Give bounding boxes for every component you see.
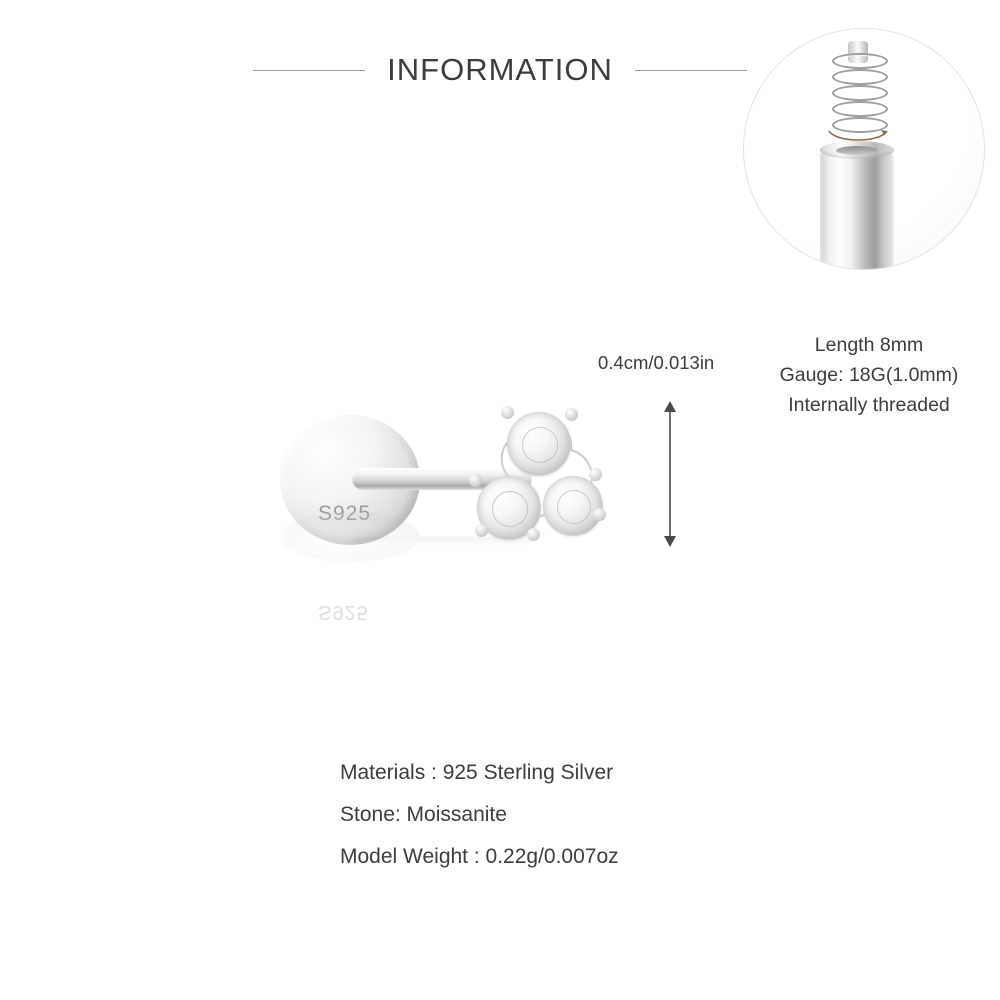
screw-thread-coil — [832, 85, 888, 101]
spec-length: Length 8mm — [814, 334, 924, 356]
prong — [593, 508, 606, 521]
prong — [469, 474, 482, 487]
prong — [475, 524, 488, 537]
prong — [527, 528, 540, 541]
gemstone-top — [507, 412, 571, 476]
screw-thread-coil — [832, 101, 888, 117]
silver-stamp-label: S925 — [318, 502, 372, 525]
prong — [589, 468, 602, 481]
gemstone-bottom-right — [543, 476, 603, 536]
header-rule-left — [253, 70, 365, 71]
screw-thread-coil — [832, 69, 888, 85]
prong — [565, 408, 578, 421]
gemstone-cluster-graphic — [465, 390, 665, 565]
materials-line: Materials : 925 Sterling Silver — [340, 761, 614, 784]
product-image — [270, 390, 690, 570]
post-threaded-hole-graphic — [836, 146, 878, 155]
header-rule-right — [635, 70, 747, 71]
measurement-label: 0.4cm/0.013in — [598, 352, 715, 373]
post-shaft-graphic — [820, 149, 894, 270]
spec-threading: Internally threaded — [788, 394, 950, 416]
model-weight-line: Model Weight : 0.22g/0.007oz — [340, 845, 619, 868]
screw-thread-coil — [832, 53, 888, 69]
spec-gauge: Gauge: 18G(1.0mm) — [779, 364, 959, 386]
prong — [501, 406, 514, 419]
page-title: INFORMATION — [387, 52, 613, 87]
stone-line: Stone: Moissanite — [340, 803, 507, 826]
reflection-stamp-label: S925 — [318, 601, 369, 623]
threaded-post-closeup-image — [743, 28, 985, 270]
materials-list — [340, 752, 619, 878]
spec-list — [744, 330, 994, 420]
